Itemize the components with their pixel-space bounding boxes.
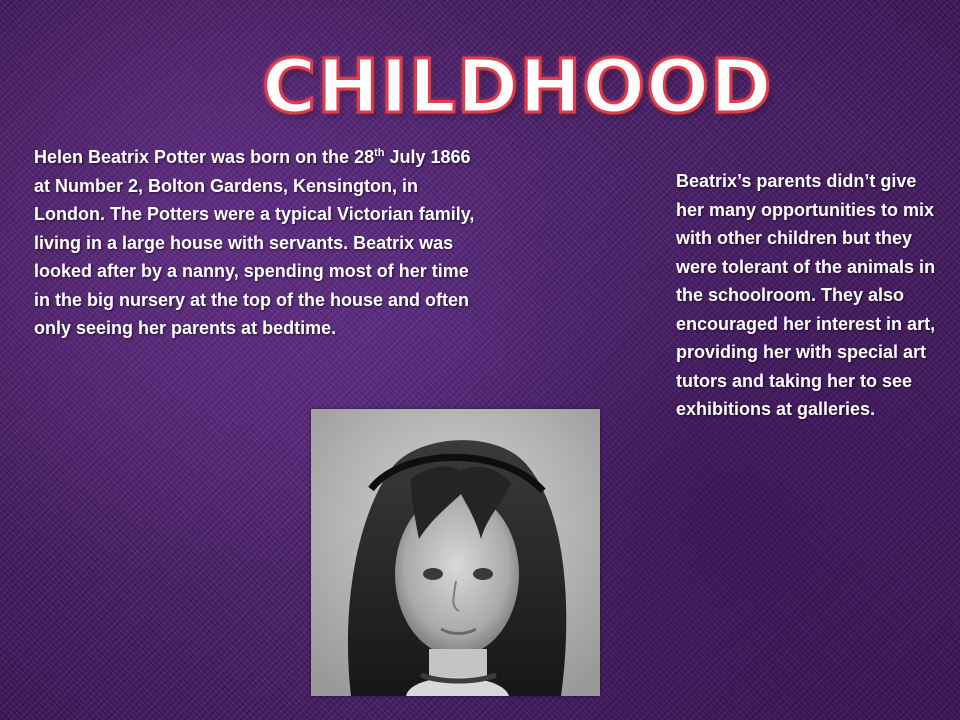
portrait-photo (311, 409, 600, 696)
neck-shape (429, 649, 487, 679)
face-shape (395, 492, 519, 656)
left-paragraph-superscript: th (374, 147, 385, 159)
portrait-illustration (311, 409, 600, 696)
left-paragraph-part2: July 1866 at Number 2, Bolton Gardens, Kensington, in London. The Potters were a typical Victorian family, living in a large house with servants. Beatrix was looked after by a nanny, spending most of her time in the big nursery at the top of the house and often only seeing her parents at bedtime. (34, 147, 475, 338)
left-eye (423, 568, 443, 580)
right-paragraph: Beatrix’s parents didn’t give her many opportunities to mix with other children but they were tolerant of the animals in the schoolroom. They also encouraged her interest in art, providing her with special art tutors and taking her to see exhibitions at galleries. (676, 171, 936, 419)
right-eye (473, 568, 493, 580)
left-paragraph (34, 143, 486, 343)
left-paragraph-part1: Helen Beatrix Potter was born on the 28 (34, 147, 375, 167)
slide-title: CHILDHOOD (262, 44, 773, 130)
